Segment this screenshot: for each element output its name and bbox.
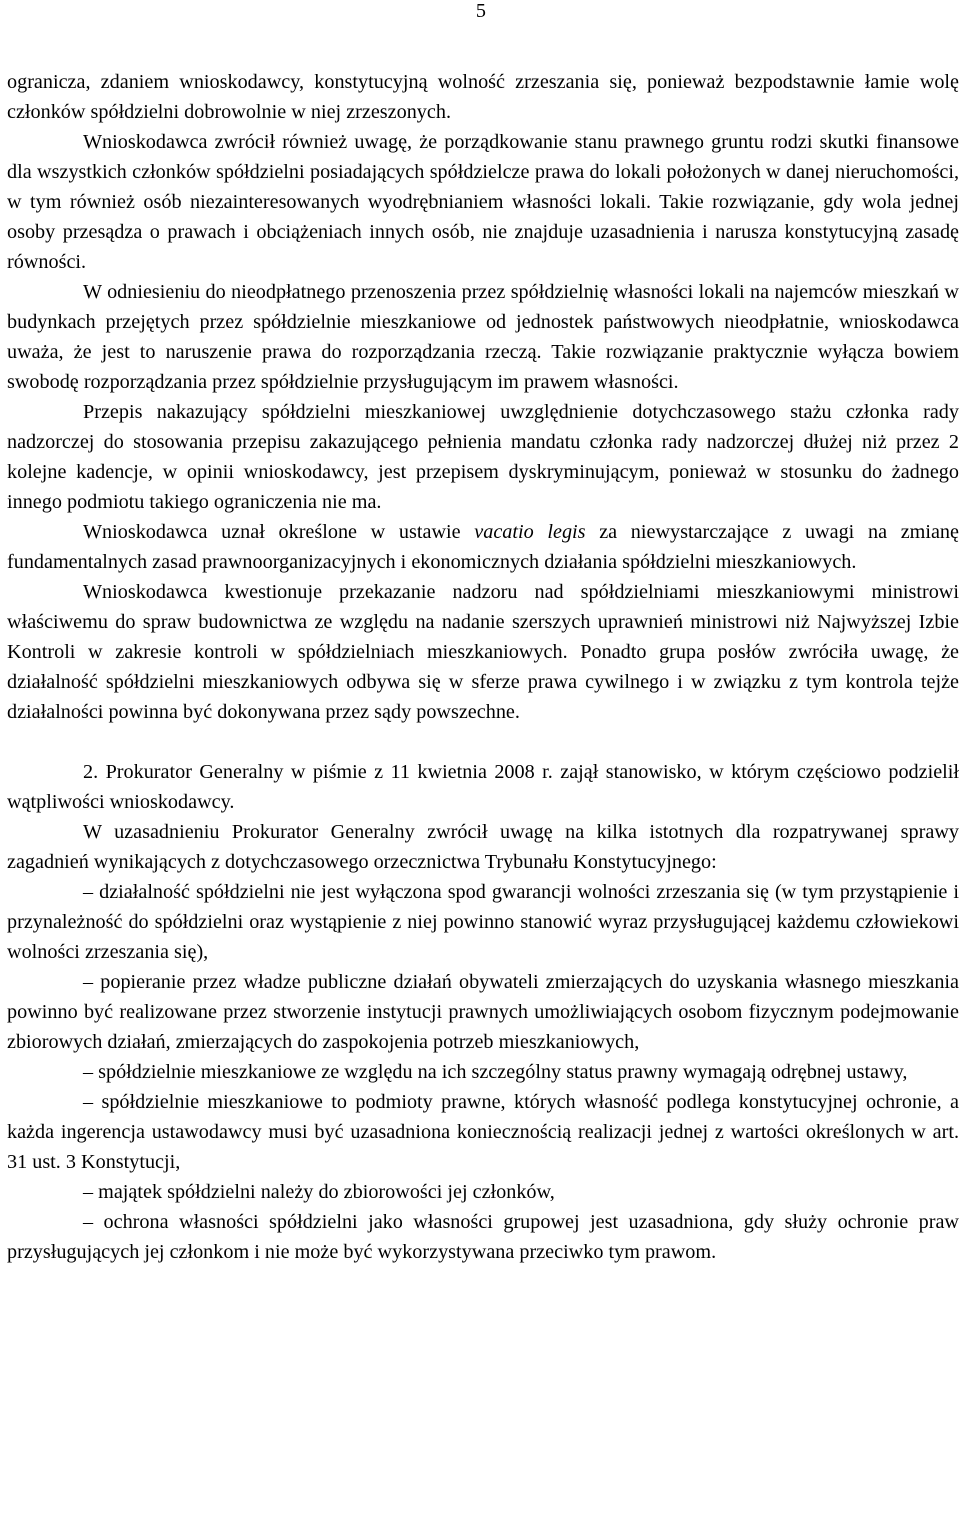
paragraph [7, 517, 959, 577]
paragraph: W odniesieniu do nieodpłatnego przenoszenia przez spółdzielnię własności lokali na najemców mieszkań w budynkach przejętych przez spółdzielnie mieszkaniowe od jednostek państwowych nieodpłatnie, wnioskodawca uważa, że jest to naruszenie prawa do rozporządzania rzeczą. Takie rozwiązanie praktycznie wyłącza bowiem swobodę rozporządzania przez spółdzielnie przysługującym im prawem własności. [7, 281, 959, 393]
paragraph: ogranicza, zdaniem wnioskodawcy, konstytucyjną wolność zrzeszania się, ponieważ bezpodstawnie łamie wolę członków spółdzielni dobrowolnie w niej zrzeszonych. [7, 71, 959, 123]
list-item: – działalność spółdzielni nie jest wyłączona spod gwarancji wolności zrzeszania się (w tym przystąpienie i przynależność do spółdzielni oraz wystąpienie z niej powinno stanowić wyraz przysługującej każdemu człowiekowi wolności zrzeszania się), [7, 881, 959, 963]
header-spacer [7, 30, 959, 67]
list-item: – spółdzielnie mieszkaniowe to podmioty prawne, których własność podlega konstytucyjnej ochronie, a każda ingerencja ustawodawcy musi być uzasadniona koniecznością realizacji jednej z wartości określonych w art. 31 ust. 3 Konstytucji, [7, 1091, 959, 1173]
paragraph-text: Wnioskodawca uznał określone w ustawie [83, 521, 475, 543]
list-item: – popieranie przez władze publiczne działań obywateli zmierzających do uzyskania własnego mieszkania powinno być realizowane przez stworzenie instytucji prawnych umożliwiających osobom fizycznym podejmowanie zbiorowych działań, zmierzających do zaspokojenia potrzeb mieszkaniowych, [7, 971, 959, 1053]
list-item: – majątek spółdzielni należy do zbiorowości jej członków, [83, 1181, 555, 1203]
paragraph-italic-term: vacatio legis [474, 521, 586, 543]
document-page [7, 0, 959, 1267]
list-item: – ochrona własności spółdzielni jako własności grupowej jest uzasadniona, gdy służy ochronie praw przysługujących jej członkom i nie może być wykorzystywana przeciwko tym prawom. [7, 1211, 959, 1263]
paragraph: Wnioskodawca kwestionuje przekazanie nadzoru nad spółdzielniami mieszkaniowymi ministrowi właściwemu do spraw budownictwa ze względu na nadanie szerszych uprawnień ministrowi niż Najwyższej Izbie Kontroli w zakresie kontroli w spółdzielniach mieszkaniowych. Ponadto grupa posłów zwróciła uwagę, że działalność spółdzielni mieszkaniowych odbywa się w sferze prawa cywilnego i w związku z tym kontrola tejże działalności powinna być dokonywana przez sądy powszechne. [7, 581, 959, 723]
page-number: 5 [475, 0, 486, 22]
list-item: – spółdzielnie mieszkaniowe ze względu na ich szczególny status prawny wymagają odrębnej ustawy, [83, 1061, 908, 1083]
paragraph-text: za niewystarczające z uwagi na zmianę fundamentalnych zasad prawnoorganizacyjnych i ekonomicznych działania spółdzielni mieszkaniowych. [7, 521, 959, 573]
section-heading-paragraph: 2. Prokurator Generalny w piśmie z 11 kwietnia 2008 r. zajął stanowisko, w którym częściowo podzielił wątpliwości wnioskodawcy. [7, 761, 959, 813]
paragraph: Przepis nakazujący spółdzielni mieszkaniowej uwzględnienie dotychczasowego stażu członka rady nadzorczej do stosowania przepisu zakazującego pełnienia mandatu członka rady nadzorczej dłużej niż przez 2 kolejne kadencje, w opinii wnioskodawcy, jest przepisem dyskryminującym, ponieważ w stosunku do żadnego innego podmiotu takiego ograniczenia nie ma. [7, 401, 959, 513]
paragraph: Wnioskodawca zwrócił również uwagę, że porządkowanie stanu prawnego gruntu rodzi skutki finansowe dla wszystkich członków spółdzielni posiadających spółdzielcze prawa do lokali położonych w danej nieruchomości, w tym również osób niezainteresowanych wyodrębnianiem własności lokali. Takie rozwiązanie, gdy wola jednej osoby przesądza o prawach i obciążeniach innych osób, nie znajduje uzasadnienia i narusza konstytucyjną zasadę równości. [7, 131, 959, 273]
paragraph: W uzasadnieniu Prokurator Generalny zwrócił uwagę na kilka istotnych dla rozpatrywanej sprawy zagadnień wynikających z dotychczasowego orzecznictwa Trybunału Konstytucyjnego: [7, 821, 959, 873]
